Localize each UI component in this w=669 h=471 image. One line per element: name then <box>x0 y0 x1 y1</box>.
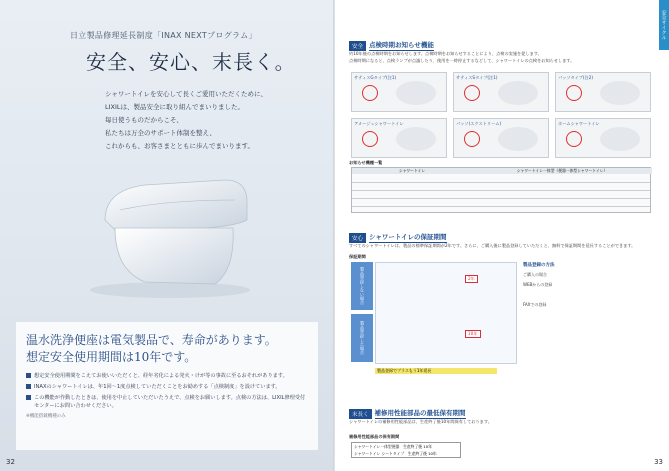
right-page <box>335 0 669 471</box>
page-number-right: 33 <box>654 458 663 466</box>
bullet-icon <box>26 373 31 378</box>
product-image <box>498 127 538 151</box>
toilet-product-image <box>75 150 255 300</box>
section-badge: 安全 <box>349 41 366 51</box>
chart-header: 保証期間 <box>349 254 366 259</box>
bullet-icon <box>26 395 31 400</box>
thumbnail: ホームシャワートイレ <box>555 118 651 158</box>
section-title: 点検時期お知らせ機能 <box>369 41 434 49</box>
table-rule <box>352 198 650 199</box>
warranty-badge: 10年 <box>465 330 481 338</box>
indicator-circle <box>464 131 480 147</box>
product-image <box>396 127 436 151</box>
product-image <box>498 81 538 105</box>
registration-item: FAXでの登録 <box>523 302 547 307</box>
warranty-badge: 2年 <box>465 275 478 283</box>
thumbnail: パッソタイプ(注2) <box>555 72 651 112</box>
thumbnail: アメージュシャワートイレ <box>351 118 447 158</box>
highlight-note: 製品登録でプラスもう1年延長 <box>375 368 497 374</box>
section-text: 点検時期になると、点検ランプが点滅したり、使用を一時停止するなどして、シャワートイレの点検をお知らせします。 <box>349 58 575 63</box>
table-rule <box>352 190 650 191</box>
product-image <box>396 81 436 105</box>
program-title: 日立製品修理延長制度「INAX NEXTプログラム」 <box>70 31 257 40</box>
registration-title: 製品登録の方法 <box>523 263 555 268</box>
table-caption: お知らせ機種一覧 <box>349 160 383 165</box>
left-page <box>0 0 334 471</box>
page-number-left: 32 <box>6 458 15 466</box>
registration-info <box>523 262 651 362</box>
info-note: ※機能搭載機種のみ <box>26 414 66 419</box>
row-label: 製品登録した場合 <box>351 314 373 362</box>
intro-line: 私たちは万全のサポート体制を整え、 <box>105 129 216 137</box>
intro-line: これからも、お客さまとともに歩んでまいります。 <box>105 142 254 150</box>
section-text: シャワートイレの補修用性能部品は、生産終了後10年間保有しております。 <box>349 419 492 424</box>
warranty-chart <box>375 262 517 364</box>
section-title: シャワートイレの保証期間 <box>369 233 447 241</box>
model-table <box>351 167 651 213</box>
bullet-icon <box>26 384 31 389</box>
thumbnail: サティスGタイプ(注1) <box>351 72 447 112</box>
section-header <box>349 232 447 243</box>
indicator-circle <box>566 131 582 147</box>
section-text: 約10年後の点検時期をお知らせします。点検時期をお知らせすることにより、点検の実施を促します。 <box>349 51 542 56</box>
info-list <box>26 372 308 410</box>
indicator-circle <box>566 85 582 101</box>
section-text: すべてのシャワートイレは、製品の標準保証期間が2年です。さらに、ご購入後に製品登録していただくと、無料で保証期間を延長することができます。 <box>349 243 636 248</box>
thumbnail: サティスSタイプ(注1) <box>453 72 549 112</box>
info-title: 温水洗浄便座は電気製品で、寿命があります。 <box>26 333 277 347</box>
list-item: 想定安全使用期間をこえてお使いいただくと、経年劣化による発火・けが等の事故に至るおそれがあります。 <box>26 372 308 380</box>
indicator-circle <box>464 85 480 101</box>
table-header: シャワートイレ <box>352 168 472 174</box>
parts-row: シャワートイレ シートタイプ 生産終了後 10年 <box>354 451 437 456</box>
table-header: シャワートイレ一体型（便器一体型シャワートイレ） <box>472 168 652 174</box>
lifespan-info-box <box>16 322 318 450</box>
intro-line: 毎日使うものだからこそ、 <box>105 116 183 124</box>
row-label: 製品登録しない場合 <box>351 262 373 310</box>
list-item: INAXのシャワートイレは、年1回～1度点検していただくことをお勧めする「点検制度」を設けています。 <box>26 383 308 391</box>
section-header <box>349 408 466 419</box>
product-image <box>600 127 640 151</box>
section-header <box>349 40 434 51</box>
section-badge: 末長く <box>349 409 372 419</box>
product-image <box>600 81 640 105</box>
intro-line: シャワートイレを安心して長くご愛用いただくために、 <box>105 90 268 98</box>
list-item: この機能が作動したときは、使用を中止していただいたうえで、点検をお願いします。点検の方法は、LIXIL修理受付センターにお問い合わせください。 <box>26 394 308 410</box>
table-rule <box>352 182 650 183</box>
parts-table <box>351 442 461 458</box>
indicator-circle <box>362 131 378 147</box>
intro-text <box>105 88 305 153</box>
registration-item: ご購入の場合 <box>523 272 547 277</box>
registration-item: WEBからの登録 <box>523 282 553 287</box>
thumbnail: パッソ(エクストリーム) <box>453 118 549 158</box>
headline: 安全、安心、末長く。 <box>86 50 296 74</box>
parts-table-head: 補修用性能部品の保有期間 <box>349 434 400 439</box>
info-title: 想定安全使用期間は10年です。 <box>26 350 197 364</box>
indicator-circle <box>362 85 378 101</box>
section-title: 補修用性能部品の最低保有期間 <box>374 409 466 417</box>
section-badge: 安心 <box>349 233 366 243</box>
intro-line: LIXILは、製品安全に取り組んでまいりました。 <box>105 103 245 111</box>
parts-row: シャワートイレ一体型便器 生産終了後 10年 <box>354 444 432 449</box>
side-tab: 安全サイクル <box>659 0 669 50</box>
table-rule <box>352 206 650 207</box>
